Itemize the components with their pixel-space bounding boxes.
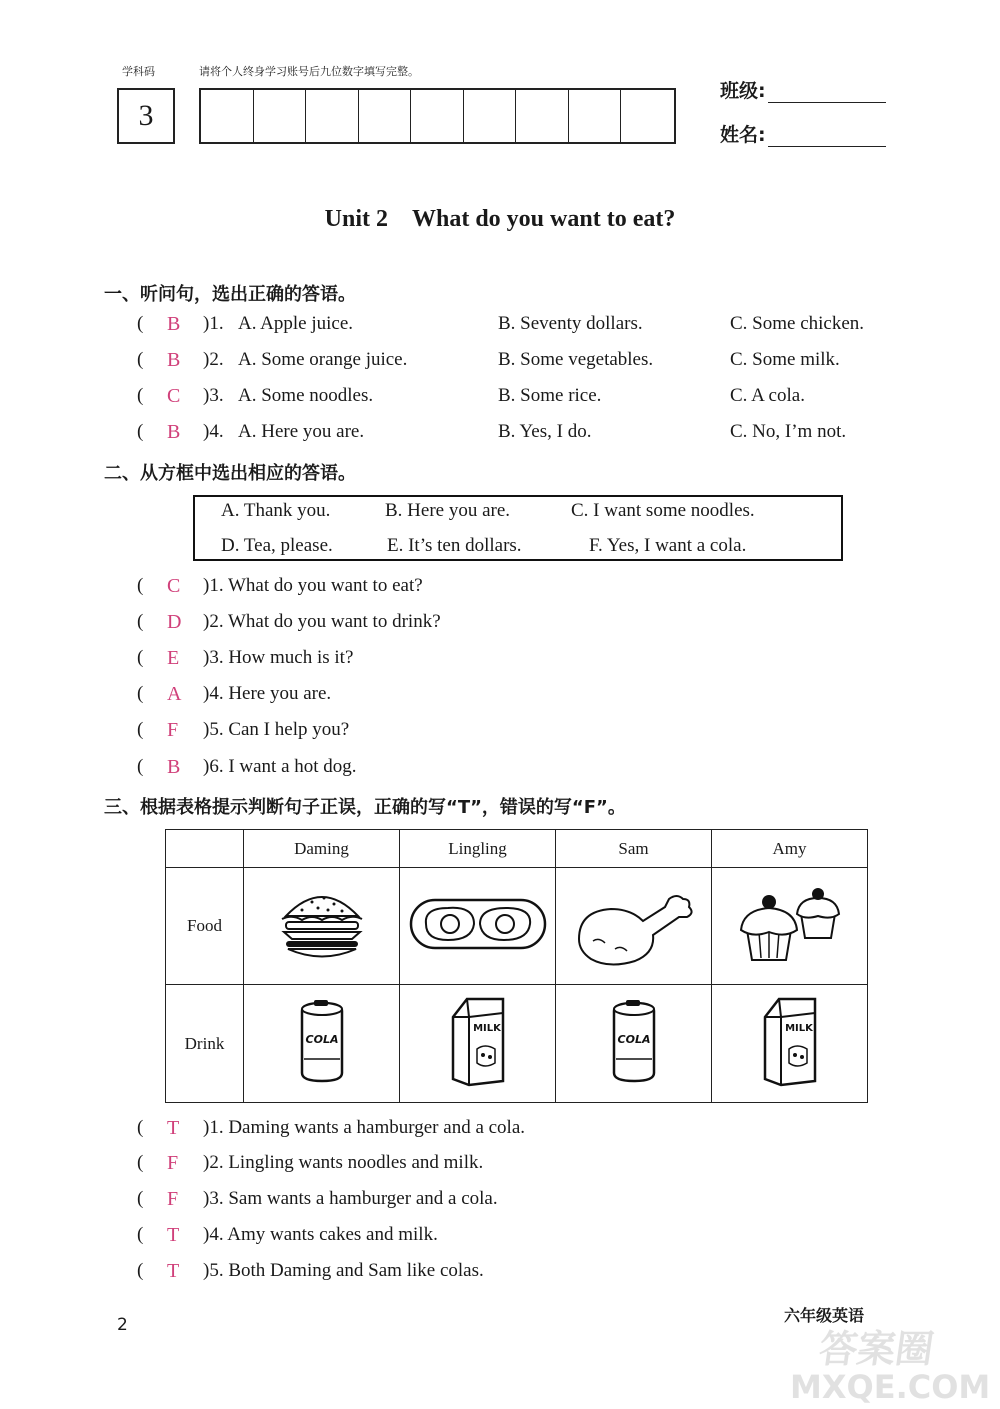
- cell-daming-drink: [244, 985, 400, 1103]
- subject-code-label: 学科码: [122, 65, 155, 78]
- match-question: ( F )5. Can I help you?: [137, 719, 350, 741]
- listening-question: ( B )2. A. Some orange juice. B. Some vegetables. C. Some milk.: [137, 349, 840, 371]
- unit-title: Unit 2 What do you want to eat?: [324, 206, 676, 232]
- option-c: C. Some chicken.: [730, 313, 865, 334]
- answer-mark: T: [167, 1117, 180, 1139]
- site-watermark: MXQE.COM: [790, 1368, 991, 1406]
- subject-code: 3: [138, 99, 154, 132]
- digit-cell[interactable]: [621, 90, 674, 142]
- question-number: )2.: [203, 349, 224, 370]
- hamburger-icon: [272, 884, 372, 964]
- digit-cell[interactable]: [464, 90, 517, 142]
- cola-label: COLA: [617, 1033, 650, 1046]
- true-false-question: ( T )5. Both Daming and Sam like colas.: [137, 1260, 484, 1282]
- option-c: C. No, I’m not.: [730, 421, 847, 442]
- cell-amy-food: [712, 868, 868, 985]
- answer-mark: F: [167, 1188, 179, 1210]
- question-text: )4. Amy wants cakes and milk.: [203, 1224, 438, 1245]
- answer-mark: B: [167, 756, 181, 778]
- answer-mark: E: [167, 647, 180, 669]
- match-question: ( D )2. What do you want to drink?: [137, 611, 441, 633]
- answer-mark: D: [167, 611, 182, 633]
- name-blank[interactable]: [768, 128, 886, 147]
- cell-lingling-food: [400, 868, 556, 985]
- match-question: ( B )6. I want a hot dog.: [137, 756, 357, 778]
- cell-daming-food: [244, 868, 400, 985]
- class-label: 班级:: [720, 80, 766, 102]
- table-corner: [166, 830, 244, 868]
- question-text: )1. What do you want to eat?: [203, 575, 423, 596]
- answer-mark: T: [167, 1224, 180, 1246]
- digit-cell[interactable]: [201, 90, 254, 142]
- header-amy: Amy: [712, 830, 868, 868]
- question-text: )2. What do you want to drink?: [203, 611, 441, 632]
- listening-question: ( C )3. A. Some noodles. B. Some rice. C. A cola.: [137, 385, 805, 407]
- answer-mark: A: [167, 683, 182, 705]
- milk-label: MILK: [472, 1023, 501, 1034]
- milk-carton-icon: [445, 993, 511, 1089]
- header-daming: Daming: [244, 830, 400, 868]
- question-number: )3.: [203, 385, 224, 406]
- answer-mark: B: [167, 349, 181, 371]
- match-question: ( A )4. Here you are.: [137, 683, 332, 705]
- milk-carton-icon: [757, 993, 823, 1089]
- food-drink-table: [165, 829, 868, 1103]
- cell-sam-drink: [556, 985, 712, 1103]
- option-d: D. Tea, please.: [221, 535, 333, 556]
- fried-eggs-icon: [408, 894, 548, 954]
- options-box: [193, 495, 843, 561]
- header-sam: Sam: [556, 830, 712, 868]
- answer-mark: B: [167, 421, 181, 443]
- option-b: B. Some vegetables.: [498, 349, 654, 370]
- account-digit-boxes[interactable]: [199, 88, 676, 144]
- answer-mark: F: [167, 719, 179, 741]
- question-text: )2. Lingling wants noodles and milk.: [203, 1152, 484, 1173]
- option-b: B. Yes, I do.: [498, 421, 592, 442]
- option-c: C. Some milk.: [730, 349, 840, 370]
- answer-watermark-logo: 答案圈: [816, 1327, 937, 1371]
- match-question: ( E )3. How much is it?: [137, 647, 354, 669]
- question-text: )1. Daming wants a hamburger and a cola.: [203, 1117, 526, 1138]
- book-title: 六年级英语: [784, 1306, 865, 1325]
- question-number: )4.: [203, 421, 224, 442]
- listening-question: ( B )1. A. Apple juice. B. Seventy dollars. C. Some chicken.: [137, 313, 865, 335]
- header-lingling: Lingling: [400, 830, 556, 868]
- digit-cell[interactable]: [254, 90, 307, 142]
- digit-cell[interactable]: [569, 90, 622, 142]
- option-b: B. Here you are.: [385, 500, 511, 521]
- question-number: )1.: [203, 313, 224, 334]
- true-false-question: ( T )4. Amy wants cakes and milk.: [137, 1224, 438, 1246]
- answer-mark: C: [167, 385, 181, 407]
- answer-mark: T: [167, 1260, 180, 1282]
- option-e: E. It’s ten dollars.: [387, 535, 522, 556]
- option-a: A. Thank you.: [221, 500, 331, 521]
- section1-heading: 一、听问句，选出正确的答语。: [104, 284, 356, 305]
- cola-label: COLA: [305, 1033, 338, 1046]
- cell-amy-drink: [712, 985, 868, 1103]
- true-false-question: ( F )3. Sam wants a hamburger and a cola.: [137, 1188, 498, 1210]
- milk-label: MILK: [784, 1023, 813, 1034]
- cell-lingling-drink: [400, 985, 556, 1103]
- true-false-question: ( T )1. Daming wants a hamburger and a cola.: [137, 1117, 526, 1139]
- cola-can-icon: [604, 997, 664, 1085]
- match-question: ( C )1. What do you want to eat?: [137, 575, 423, 597]
- listening-question: ( B )4. A. Here you are. B. Yes, I do. C. No, I’m not.: [137, 421, 847, 443]
- true-false-question: ( F )2. Lingling wants noodles and milk.: [137, 1152, 484, 1174]
- question-text: )3. Sam wants a hamburger and a cola.: [203, 1188, 498, 1209]
- question-text: )5. Can I help you?: [203, 719, 350, 740]
- question-text: )6. I want a hot dog.: [203, 756, 357, 777]
- name-label: 姓名:: [720, 124, 766, 146]
- name-field[interactable]: [720, 120, 886, 147]
- section2-heading: 二、从方框中选出相应的答语。: [104, 463, 356, 484]
- question-text: )5. Both Daming and Sam like colas.: [203, 1260, 484, 1281]
- option-a: A. Some orange juice.: [238, 349, 408, 370]
- cola-can-icon: [292, 997, 352, 1085]
- page-number: 2: [117, 1315, 128, 1335]
- question-text: )3. How much is it?: [203, 647, 354, 668]
- answer-mark: B: [167, 313, 181, 335]
- subject-code-box: [117, 88, 175, 144]
- option-a: A. Here you are.: [238, 421, 365, 442]
- digit-cell[interactable]: [306, 90, 359, 142]
- class-blank[interactable]: [768, 84, 886, 103]
- option-b: B. Seventy dollars.: [498, 313, 643, 334]
- answer-mark: C: [167, 575, 181, 597]
- option-c: C. I want some noodles.: [571, 500, 755, 521]
- digit-cell[interactable]: [359, 90, 412, 142]
- option-a: A. Apple juice.: [238, 313, 354, 334]
- row-food-label: Food: [166, 868, 244, 985]
- class-field[interactable]: [720, 76, 886, 103]
- option-b: B. Some rice.: [498, 385, 602, 406]
- row-drink-label: Drink: [166, 985, 244, 1103]
- account-instruction: 请将个人终身学习账号后九位数字填写完整。: [199, 65, 419, 78]
- section3-heading: 三、根据表格提示判断句子正误，正确的写“T”，错误的写“F”。: [104, 797, 626, 818]
- answer-mark: F: [167, 1152, 179, 1174]
- option-f: F. Yes, I want a cola.: [589, 535, 747, 556]
- question-text: )4. Here you are.: [203, 683, 332, 704]
- digit-cell[interactable]: [411, 90, 464, 142]
- option-c: C. A cola.: [730, 385, 805, 406]
- option-a: A. Some noodles.: [238, 385, 374, 406]
- cupcakes-icon: [735, 884, 845, 964]
- chicken-leg-icon: [569, 879, 699, 969]
- digit-cell[interactable]: [516, 90, 569, 142]
- cell-sam-food: [556, 868, 712, 985]
